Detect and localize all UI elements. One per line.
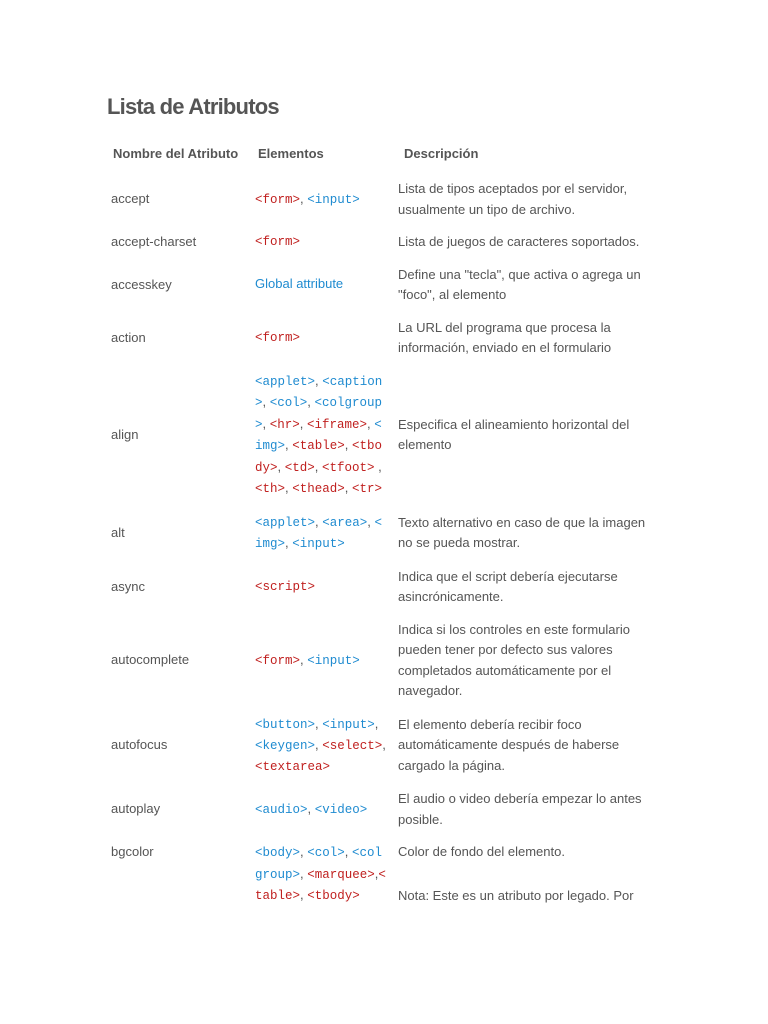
separator: , bbox=[262, 415, 270, 431]
description-text: Lista de juegos de caracteres soportados. bbox=[398, 234, 640, 249]
element-tag-link[interactable]: <iframe> bbox=[307, 417, 368, 432]
separator: , bbox=[285, 535, 293, 550]
element-tag-link[interactable]: <img> bbox=[255, 515, 383, 551]
attribute-description bbox=[390, 506, 652, 561]
element-tag-link[interactable]: <form> bbox=[255, 235, 301, 249]
separator: , bbox=[374, 715, 379, 731]
page-title: Lista de Atributos bbox=[107, 94, 279, 119]
attribute-elements bbox=[252, 836, 390, 913]
separator: , bbox=[382, 737, 386, 752]
element-tag-link[interactable]: <col> bbox=[269, 396, 308, 410]
element-tag-link[interactable]: <tfoot> bbox=[322, 460, 375, 475]
description-text: Indica si los controles en este formulario pueden tener por defecto sus valores completados automáticamente por el navegador. bbox=[398, 621, 630, 698]
attribute-name: autocomplete bbox=[111, 652, 190, 668]
element-tag-link[interactable]: <applet> bbox=[255, 515, 316, 530]
element-tag-link[interactable]: <colgroup> bbox=[255, 846, 383, 882]
element-tag-link[interactable]: <input> bbox=[322, 717, 375, 732]
separator: , bbox=[344, 480, 352, 495]
attribute-description bbox=[390, 783, 652, 836]
attribute-name: async bbox=[111, 578, 145, 594]
description-text: Lista de tipos aceptados por el servidor, usualmente un tipo de archivo. bbox=[398, 181, 628, 217]
document-page bbox=[107, 92, 667, 913]
separator: , bbox=[300, 887, 308, 902]
element-tag-link[interactable]: <td> bbox=[284, 460, 315, 475]
attribute-description bbox=[390, 614, 652, 708]
element-tag-link[interactable]: <tr> bbox=[352, 482, 383, 496]
element-tag-link[interactable]: <textarea> bbox=[255, 759, 331, 774]
element-tag-link[interactable]: <th> bbox=[255, 482, 286, 496]
description-text: El elemento debería recibir foco automáticamente después de haberse cargado la página. bbox=[398, 716, 620, 773]
element-tag-link[interactable]: <input> bbox=[307, 192, 360, 207]
attribute-name: alt bbox=[111, 524, 125, 540]
attribute-elements bbox=[252, 783, 390, 836]
separator: , bbox=[374, 865, 379, 881]
separator: , bbox=[315, 737, 323, 752]
separator: , bbox=[300, 844, 308, 859]
attribute-description bbox=[390, 365, 652, 506]
attribute-description bbox=[390, 708, 652, 784]
element-tag-link[interactable]: <thead> bbox=[292, 482, 345, 496]
attribute-elements bbox=[252, 259, 390, 312]
element-tag-link[interactable]: <button> bbox=[255, 717, 316, 732]
separator: , bbox=[367, 513, 375, 529]
element-tag-link[interactable]: <table> bbox=[292, 439, 345, 453]
separator: , bbox=[314, 458, 322, 474]
attribute-description bbox=[390, 312, 652, 365]
separator: , bbox=[315, 715, 323, 731]
attribute-elements bbox=[252, 173, 390, 226]
attribute-name: action bbox=[111, 329, 146, 345]
table-row bbox=[107, 614, 652, 708]
attributes-table bbox=[107, 139, 652, 913]
separator: , bbox=[344, 844, 352, 859]
global-attribute-link[interactable]: Global attribute bbox=[255, 276, 344, 292]
description-text: Nota: Este es un atributo por legado. Por bbox=[398, 887, 634, 903]
table-row bbox=[107, 365, 652, 506]
attribute-description bbox=[390, 259, 652, 312]
element-tag-link[interactable]: <keygen> bbox=[255, 739, 316, 753]
description-text: La URL del programa que procesa la información, enviado en el formulario bbox=[398, 319, 612, 355]
attribute-elements bbox=[252, 506, 390, 561]
element-tag-link[interactable]: <img> bbox=[255, 417, 382, 453]
element-tag-link[interactable]: <tbody> bbox=[255, 439, 383, 475]
separator: , bbox=[285, 480, 293, 495]
element-tag-link[interactable]: <caption> bbox=[255, 374, 383, 410]
separator: , bbox=[285, 437, 293, 452]
attribute-name: autofocus bbox=[111, 737, 168, 752]
separator: , bbox=[307, 394, 315, 409]
header-name: Nombre del Atributo bbox=[113, 146, 239, 161]
separator: , bbox=[300, 651, 308, 667]
table-row bbox=[107, 506, 652, 561]
attribute-name: accept-charset bbox=[111, 234, 197, 249]
table-row bbox=[107, 561, 652, 614]
description-text: El audio o video debería empezar lo antes posible. bbox=[398, 791, 642, 827]
element-tag-link[interactable]: <audio> bbox=[255, 802, 308, 817]
separator: , bbox=[299, 415, 307, 431]
attribute-elements bbox=[252, 226, 390, 259]
element-tag-link[interactable]: <body> bbox=[255, 846, 301, 860]
attribute-description bbox=[390, 561, 652, 614]
table-row bbox=[107, 173, 652, 226]
element-tag-link[interactable]: <applet> bbox=[255, 374, 316, 389]
attribute-elements bbox=[252, 312, 390, 365]
header-elements: Elementos bbox=[258, 146, 324, 161]
attribute-name: bgcolor bbox=[111, 844, 154, 859]
element-tag-link[interactable]: <table> bbox=[255, 867, 386, 903]
description-text: Especifica el alineamiento horizontal del elemento bbox=[398, 416, 630, 452]
table-row bbox=[107, 783, 652, 836]
separator: , bbox=[307, 800, 315, 816]
header-description: Descripción bbox=[404, 146, 479, 161]
separator: , bbox=[300, 190, 308, 206]
element-tag-link[interactable]: <hr> bbox=[269, 417, 300, 432]
attribute-elements bbox=[252, 614, 390, 708]
element-tag-link[interactable]: <input> bbox=[307, 653, 360, 668]
separator: , bbox=[262, 394, 270, 409]
attribute-description bbox=[390, 173, 652, 226]
attribute-elements bbox=[252, 708, 390, 784]
element-tag-link[interactable]: <form> bbox=[255, 330, 301, 345]
element-tag-link[interactable]: <colgroup> bbox=[255, 396, 383, 432]
element-tag-link[interactable]: <col> bbox=[307, 846, 345, 860]
separator: , bbox=[344, 437, 352, 452]
attribute-elements bbox=[252, 365, 390, 506]
separator: , bbox=[277, 458, 285, 474]
table-header-row bbox=[107, 139, 652, 173]
element-tag-link[interactable]: <video> bbox=[314, 802, 368, 817]
element-tag-link[interactable]: <marquee> bbox=[307, 867, 375, 882]
description-text: Color de fondo del elemento. bbox=[398, 844, 565, 859]
element-tag-link[interactable]: <form> bbox=[255, 653, 301, 668]
separator: , bbox=[315, 513, 323, 529]
element-tag-link[interactable]: <form> bbox=[255, 192, 301, 207]
element-tag-link[interactable]: <script> bbox=[255, 579, 316, 594]
table-row bbox=[107, 226, 652, 259]
attribute-name: autoplay bbox=[111, 801, 161, 817]
description-text: Define una "tecla", que activa o agrega un "foco", al elemento bbox=[398, 266, 641, 302]
table-row bbox=[107, 708, 652, 784]
attribute-name: accept bbox=[111, 191, 150, 207]
table-row bbox=[107, 312, 652, 365]
element-tag-link[interactable]: <input> bbox=[292, 537, 345, 551]
attribute-name: accesskey bbox=[111, 276, 172, 292]
element-tag-link[interactable]: <area> bbox=[322, 515, 368, 530]
attribute-description bbox=[390, 226, 652, 259]
attribute-description bbox=[390, 836, 652, 913]
table-row bbox=[107, 259, 652, 312]
separator: , bbox=[374, 458, 382, 474]
separator: , bbox=[300, 865, 308, 881]
separator: , bbox=[367, 415, 375, 431]
description-text: Indica que el script debería ejecutarse asincrónicamente. bbox=[398, 568, 618, 604]
table-body bbox=[107, 173, 652, 913]
element-tag-link[interactable]: <select> bbox=[322, 739, 383, 753]
description-text: Texto alternativo en caso de que la imagen no se pueda mostrar. bbox=[398, 514, 646, 550]
table-row bbox=[107, 836, 652, 913]
attribute-name: align bbox=[111, 426, 139, 442]
separator: , bbox=[315, 372, 323, 388]
element-tag-link[interactable]: <tbody> bbox=[307, 889, 360, 903]
attribute-elements bbox=[252, 561, 390, 614]
